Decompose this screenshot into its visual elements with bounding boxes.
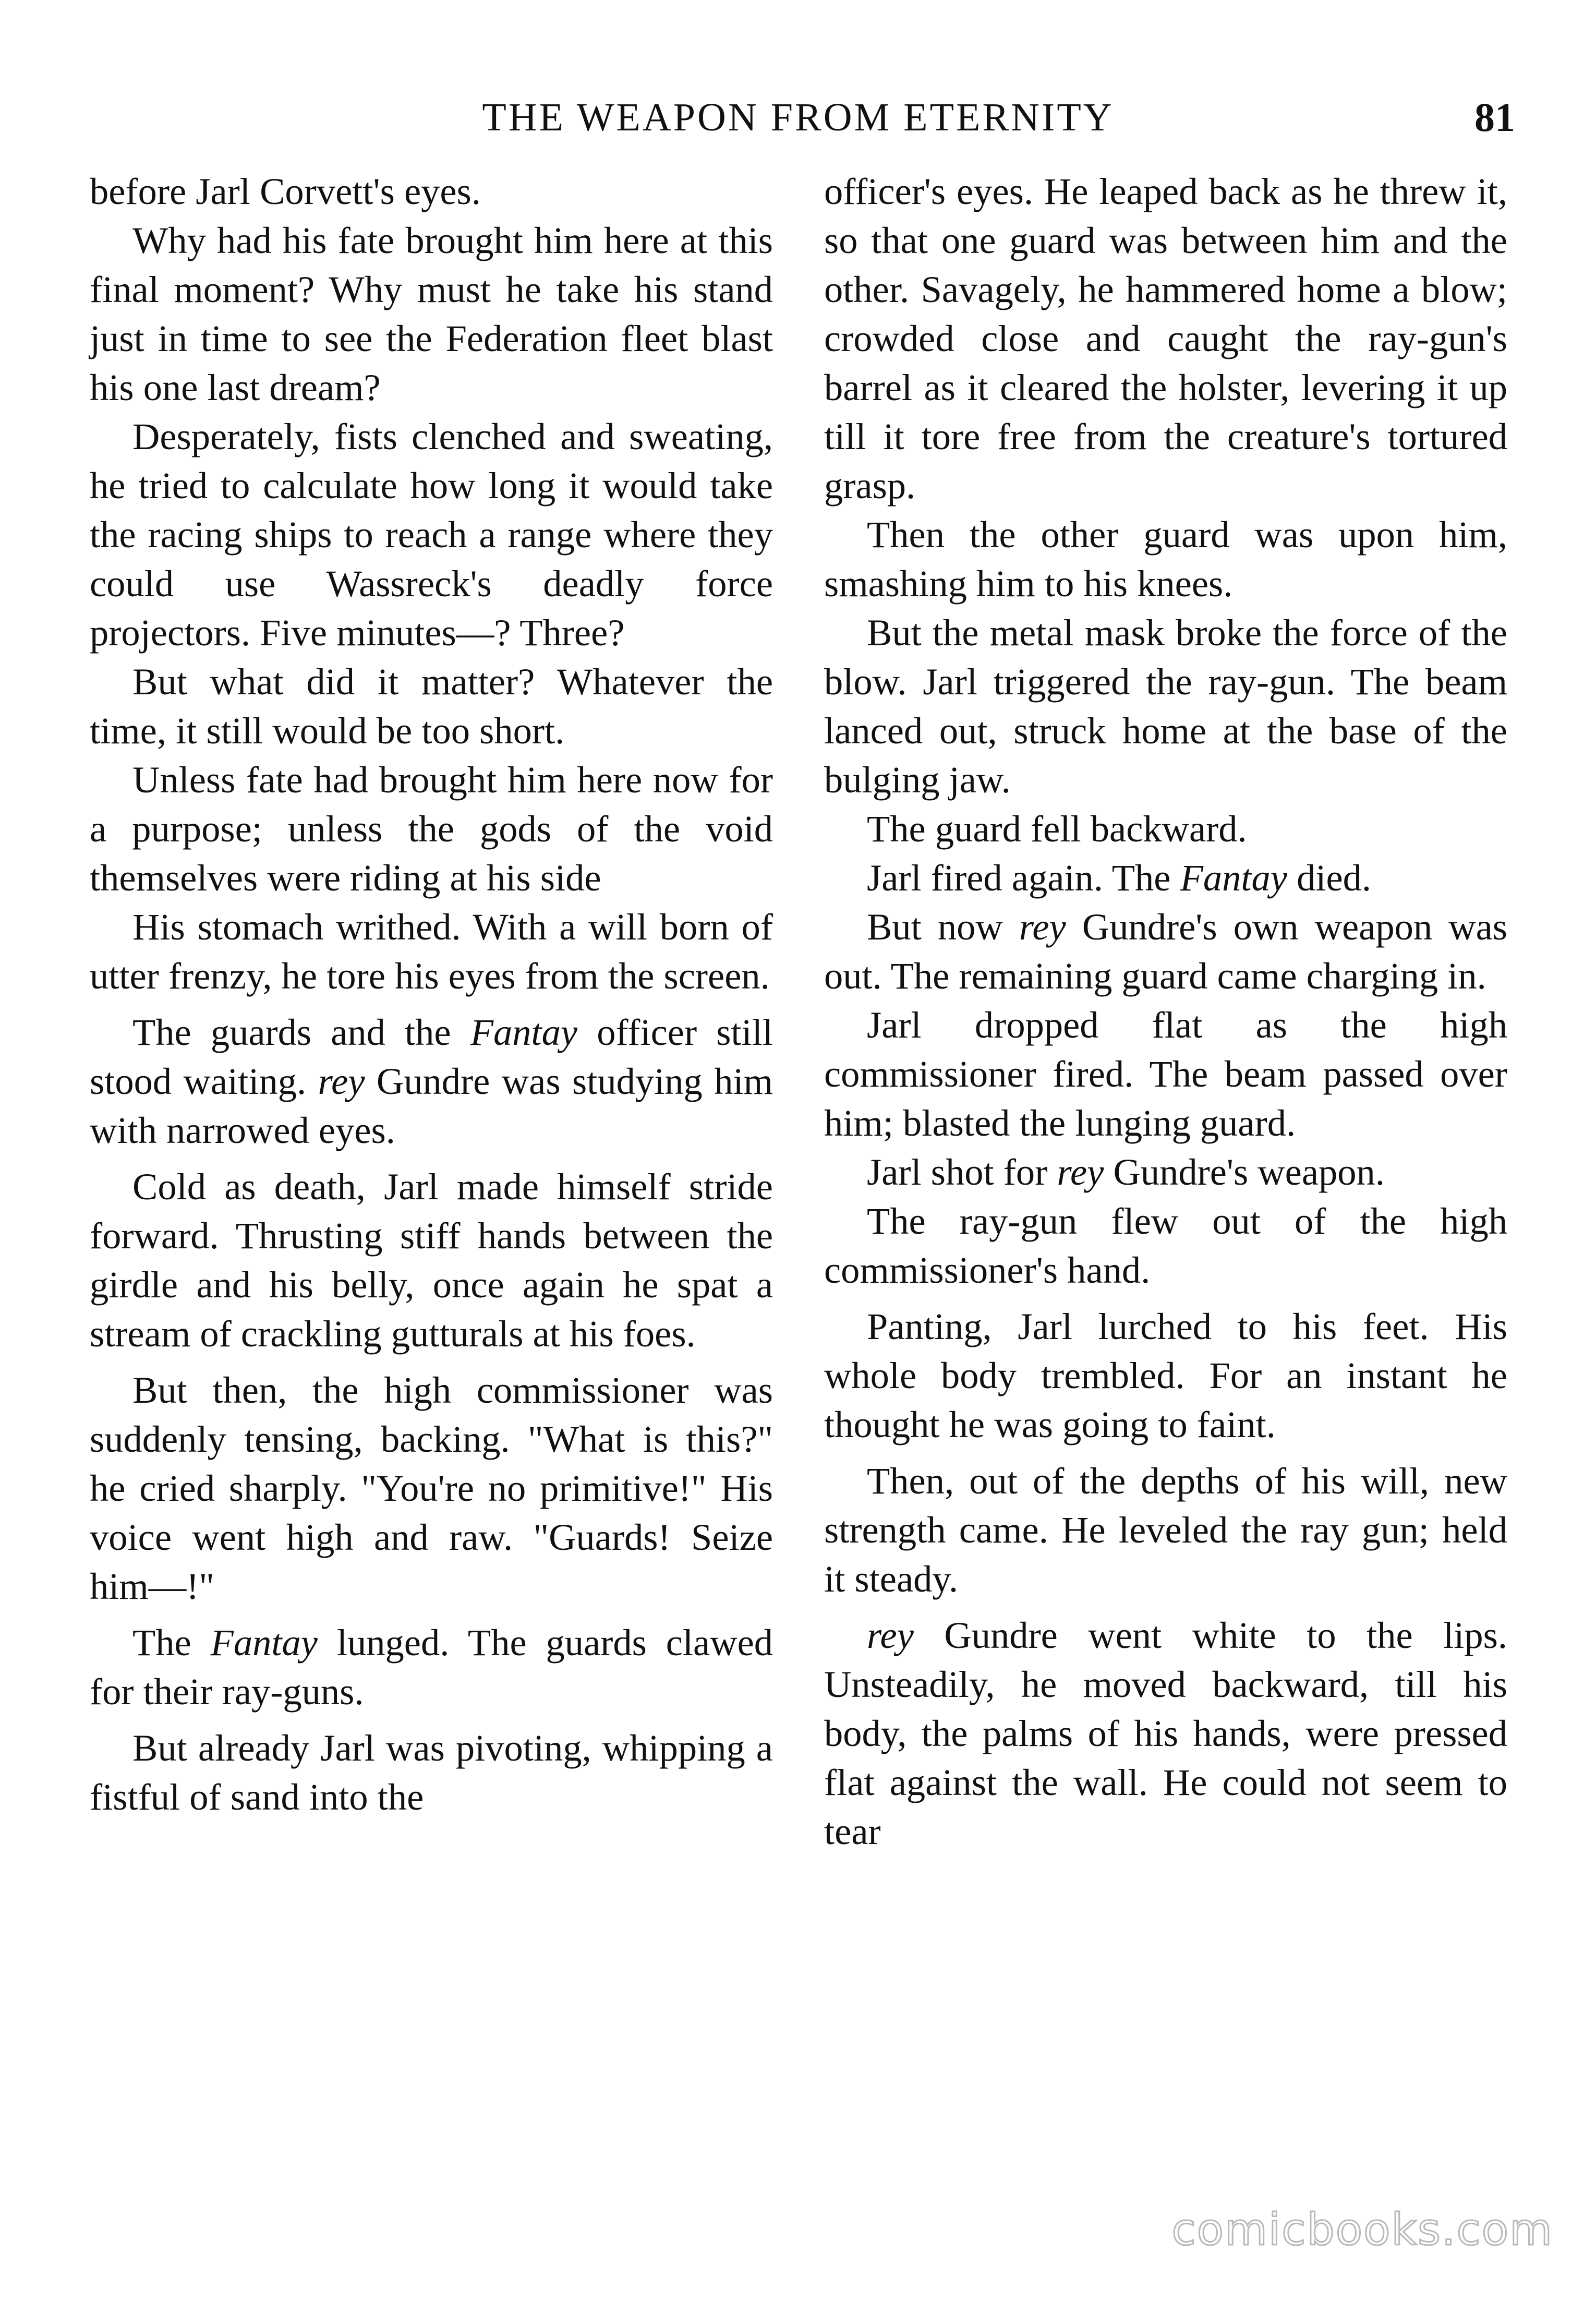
paragraph: The guard fell backward.	[867, 808, 1247, 850]
paragraph: But already Jarl was pivoting, whipping a fistful of sand into the	[90, 1727, 773, 1818]
page-header	[0, 89, 1596, 146]
paragraph: Why had his fate brought him here at this final moment? Why must he take his stand just in time to see the Federation fleet blast his one last dream?	[90, 219, 773, 408]
paragraph: Jarl shot for rey Gundre's weapon.	[867, 1151, 1385, 1193]
running-title: THE WEAPON FROM ETERNITY	[482, 95, 1114, 139]
paragraph: before Jarl Corvett's eyes.	[90, 170, 481, 212]
paragraph: Then, out of the depths of his will, new strength came. He leveled the ray gun; held it steady.	[824, 1460, 1507, 1600]
paragraph: The Fantay lunged. The guards clawed for their ray-guns.	[90, 1621, 773, 1713]
paragraph: But the metal mask broke the force of the blow. Jarl triggered the ray-gun. The beam lanced out, struck home at the base of the bulging jaw.	[824, 611, 1507, 801]
paragraph: But what did it matter? Whatever the time, it still would be too short.	[90, 660, 773, 752]
left-column	[90, 167, 773, 1829]
paragraph: The ray-gun flew out of the high commissioner's hand.	[824, 1200, 1507, 1291]
paragraph: But then, the high commissioner was suddenly tensing, backing. "What is this?" he cried sharply. "You're no primitive!" His voice went high and raw. "Guards! Seize him—!"	[90, 1369, 773, 1607]
watermark: comicbooks.com	[1171, 2204, 1553, 2255]
paragraph: Panting, Jarl lurched to his feet. His whole body trembled. For an instant he thought he was going to faint.	[824, 1305, 1507, 1445]
paragraph: But now rey Gundre's own weapon was out. The remaining guard came charging in.	[824, 906, 1508, 997]
paragraph: Desperately, fists clenched and sweating, he tried to calculate how long it would take the racing ships to reach a range where they could use Wassreck's deadly force projectors. Five minutes—? Three?	[90, 415, 773, 654]
paragraph: Unless fate had brought him here now for a purpose; unless the gods of the void themselves were riding at his side	[90, 758, 773, 899]
paragraph: rey Gundre went white to the lips. Unsteadily, he moved backward, till his body, the palms of his hands, were pressed flat against the wall. He could not seem to tear	[824, 1614, 1507, 1852]
paragraph: The guards and the Fantay officer still stood waiting. rey Gundre was studying him with narrowed eyes.	[90, 1011, 773, 1151]
paragraph: His stomach writhed. With a will born of utter frenzy, he tore his eyes from the screen.	[90, 906, 773, 997]
paragraph: officer's eyes. He leaped back as he threw it, so that one guard was between him and the other. Savagely, he hammered home a blow; crowded close and caught the ray-gun's barrel as it cleared the holster, levering it up till it tore free from the creature's tortured grasp.	[824, 170, 1507, 507]
paragraph: Cold as death, Jarl made himself stride forward. Thrusting stiff hands between the girdle and his belly, once again he spat a stream of crackling gutturals at his foes.	[90, 1165, 773, 1355]
paragraph: Jarl dropped flat as the high commissioner fired. The beam passed over him; blasted the lunging guard.	[824, 1004, 1507, 1144]
right-column	[824, 167, 1507, 1863]
page-number: 81	[1474, 94, 1515, 140]
paragraph: Then the other guard was upon him, smashing him to his knees.	[824, 513, 1507, 605]
paragraph: Jarl fired again. The Fantay died.	[867, 857, 1372, 899]
